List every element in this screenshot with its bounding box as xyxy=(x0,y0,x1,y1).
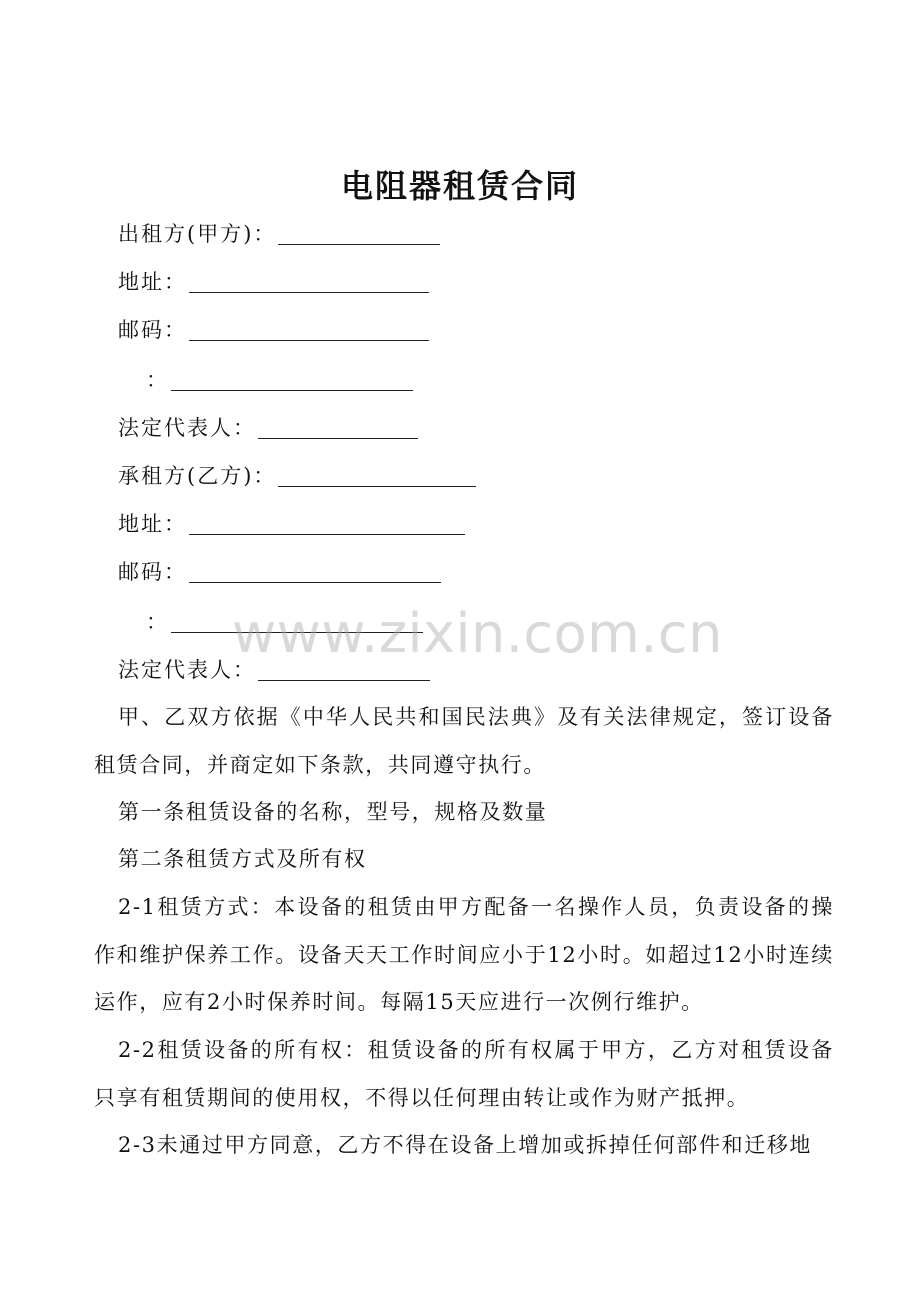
lessor-address-field xyxy=(118,266,429,298)
lessee-address-label: 地址： xyxy=(118,512,187,536)
lessor-blank-line xyxy=(278,224,440,245)
clause-2-1-paragraph: 2-1租赁方式：本设备的租赁由甲方配备一名操作人员，负责设备的操作和维护保养工作。设备天天工作时间应小于12小时。如超过12小时连续运作，应有2小时保养时间。每隔15天应进行一次例行维护。 xyxy=(94,895,834,1014)
lessor-blank-field xyxy=(146,364,413,396)
lessor-rep-line xyxy=(258,418,418,439)
lessee-rep-field xyxy=(118,654,430,686)
lessor-label: 出租方(甲方)： xyxy=(118,222,277,246)
lessor-address-label: 地址： xyxy=(118,270,187,294)
lessor-rep-label: 法定代表人： xyxy=(118,416,256,440)
article-1-heading: 第一条租赁设备的名称，型号，规格及数量 xyxy=(118,800,548,824)
lessor-blank-field-line xyxy=(171,370,413,391)
lessor-address-line xyxy=(189,272,429,293)
lessee-postcode-line xyxy=(189,562,441,583)
lessee-rep-label: 法定代表人： xyxy=(118,658,256,682)
lessee-blank-field xyxy=(146,606,423,638)
lessor-blank-label: ： xyxy=(146,368,169,392)
lessee-field xyxy=(118,460,476,492)
lessor-field xyxy=(118,218,440,250)
clause-2-3-paragraph: 2-3未通过甲方同意，乙方不得在设备上增加或拆掉任何部件和迁移地 xyxy=(118,1133,813,1157)
lessee-address-line xyxy=(189,514,465,535)
lessee-postcode-label: 邮码： xyxy=(118,560,187,584)
lessee-postcode-field xyxy=(118,556,441,588)
clause-2-2-paragraph: 2-2租赁设备的所有权：租赁设备的所有权属于甲方，乙方对租赁设备只享有租赁期间的使用权，不得以任何理由转让或作为财产抵押。 xyxy=(94,1038,834,1110)
lessee-blank-label: ： xyxy=(146,610,169,634)
document-title: 电阻器租赁合同 xyxy=(340,167,579,205)
lessee-label: 承租方(乙方)： xyxy=(118,464,277,488)
lessee-address-field xyxy=(118,508,465,540)
watermark: www.zixin.com.cn xyxy=(232,602,723,665)
lessee-blank-line xyxy=(278,466,476,487)
lessee-blank-field-line xyxy=(171,612,423,633)
article-2-heading: 第二条租赁方式及所有权 xyxy=(118,847,367,871)
intro-paragraph: 甲、乙双方依据《中华人民共和国民法典》及有关法律规定，签订设备租赁合同，并商定如下条款，共同遵守执行。 xyxy=(94,705,834,777)
lessee-rep-line xyxy=(258,660,430,681)
lessor-postcode-field xyxy=(118,314,429,346)
lessor-postcode-line xyxy=(189,320,429,341)
lessor-rep-field xyxy=(118,412,418,444)
lessor-postcode-label: 邮码： xyxy=(118,318,187,342)
